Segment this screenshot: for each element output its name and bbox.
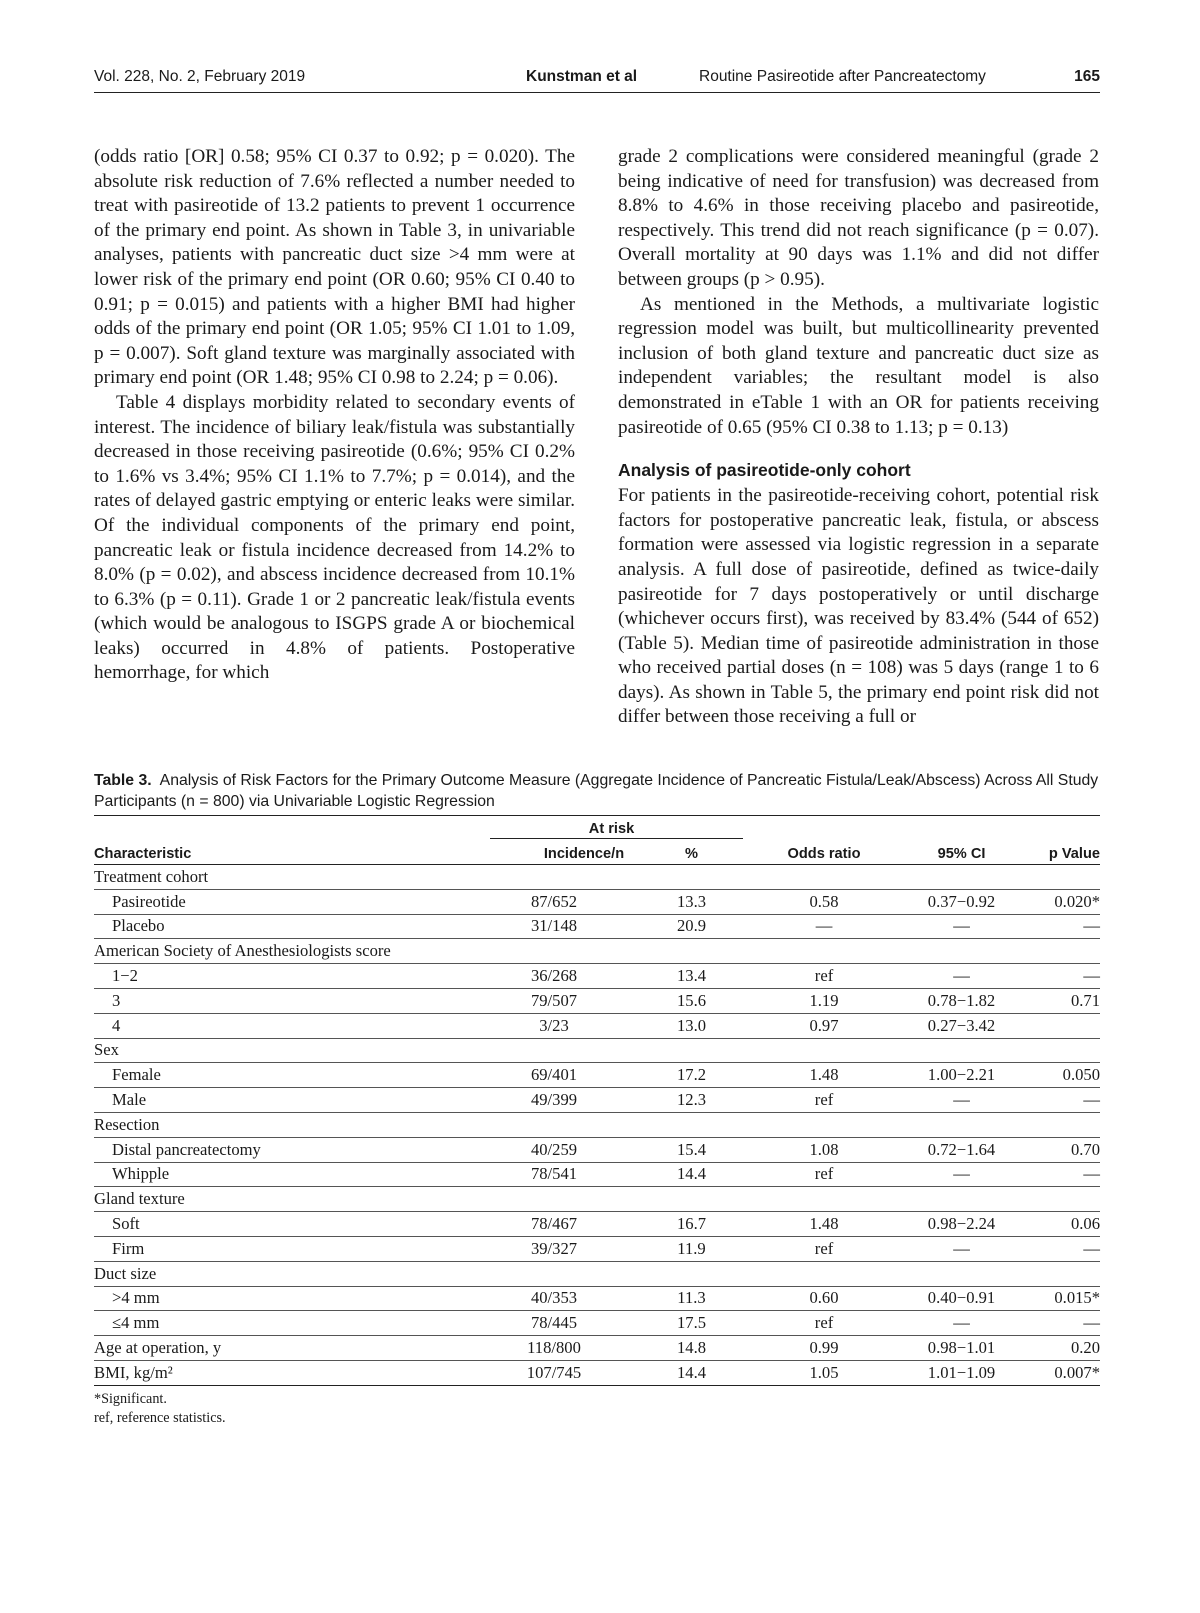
row-percent: 15.4 — [634, 1137, 749, 1162]
row-confidence-interval: 1.00−2.21 — [899, 1063, 1024, 1088]
row-incidence — [474, 939, 634, 964]
row-percent: 17.5 — [634, 1311, 749, 1336]
body-paragraph: For patients in the pasireotide-receiving cohort, potential risk factors for postoperative pancreatic leak, fistula, or abscess formation were assessed via logistic regression in a separate analysis. A full dose of pasireotide, defined as twice-daily pasireotide for 7 days postoperatively or until discharge (whichever occurs first), was received by 83.4% (544 of 652) (Table 5). Median time of pasireotide administration in those who received partial doses (n = 108) was 5 days (range 1 to 6 days). As shown in Table 5, the primary end point risk did not differ between those receiving a full or — [618, 485, 1099, 728]
row-percent: 17.2 — [634, 1063, 749, 1088]
row-characteristic: Treatment cohort — [94, 865, 474, 890]
left-column — [94, 145, 575, 686]
row-characteristic: Male — [94, 1088, 474, 1113]
row-confidence-interval: — — [899, 914, 1024, 939]
row-odds-ratio — [749, 1261, 899, 1286]
table-body — [94, 865, 1100, 1386]
section-heading: Analysis of pasireotide-only cohort — [618, 460, 911, 481]
row-odds-ratio: 0.97 — [749, 1013, 899, 1038]
row-characteristic: American Society of Anesthesiologists score — [94, 939, 474, 964]
row-percent: 15.6 — [634, 988, 749, 1013]
row-percent: 11.3 — [634, 1286, 749, 1311]
row-incidence — [474, 1112, 634, 1137]
row-odds-ratio: ref — [749, 964, 899, 989]
running-title: Routine Pasireotide after Pancreatectomy — [699, 68, 986, 85]
row-odds-ratio: 1.48 — [749, 1063, 899, 1088]
row-incidence: 79/507 — [474, 988, 634, 1013]
incidence-header: Incidence/n — [474, 839, 634, 865]
row-p-value — [1024, 1187, 1100, 1212]
row-p-value: — — [1024, 1162, 1100, 1187]
row-incidence: 40/353 — [474, 1286, 634, 1311]
row-confidence-interval: 0.78−1.82 — [899, 988, 1024, 1013]
row-p-value: 0.06 — [1024, 1212, 1100, 1237]
row-p-value — [1024, 939, 1100, 964]
row-odds-ratio: 1.08 — [749, 1137, 899, 1162]
row-confidence-interval: — — [899, 964, 1024, 989]
table-row — [94, 1137, 1100, 1162]
row-characteristic: >4 mm — [94, 1286, 474, 1311]
row-confidence-interval: 0.98−1.01 — [899, 1336, 1024, 1361]
row-percent — [634, 939, 749, 964]
row-confidence-interval: — — [899, 1236, 1024, 1261]
row-characteristic: Distal pancreatectomy — [94, 1137, 474, 1162]
row-percent — [634, 1187, 749, 1212]
row-incidence: 40/259 — [474, 1137, 634, 1162]
row-percent: 14.8 — [634, 1336, 749, 1361]
table-row — [94, 1212, 1100, 1237]
row-odds-ratio — [749, 1038, 899, 1063]
table-row — [94, 1063, 1100, 1088]
table-caption-text: Analysis of Risk Factors for the Primary Outcome Measure (Aggregate Incidence of Pancreatic Fistula/Leak/Abscess) Across All Study Participants (n = 800) via Univariable Logistic Regression — [94, 772, 1099, 810]
row-odds-ratio: 1.19 — [749, 988, 899, 1013]
row-characteristic: Firm — [94, 1236, 474, 1261]
table-row — [94, 1261, 1100, 1286]
row-percent — [634, 865, 749, 890]
row-odds-ratio: ref — [749, 1162, 899, 1187]
row-percent: 13.4 — [634, 964, 749, 989]
row-confidence-interval: 0.72−1.64 — [899, 1137, 1024, 1162]
p-value-header: p Value — [1024, 839, 1100, 865]
row-p-value: — — [1024, 1311, 1100, 1336]
row-confidence-interval — [899, 939, 1024, 964]
row-percent: 16.7 — [634, 1212, 749, 1237]
table-row — [94, 1360, 1100, 1385]
row-incidence — [474, 865, 634, 890]
row-percent: 13.3 — [634, 889, 749, 914]
row-characteristic: Soft — [94, 1212, 474, 1237]
row-confidence-interval: — — [899, 1088, 1024, 1113]
table-row — [94, 1336, 1100, 1361]
row-percent — [634, 1261, 749, 1286]
table-row — [94, 1013, 1100, 1038]
row-incidence: 3/23 — [474, 1013, 634, 1038]
row-odds-ratio: 1.48 — [749, 1212, 899, 1237]
row-confidence-interval — [899, 865, 1024, 890]
row-odds-ratio: — — [749, 914, 899, 939]
row-p-value: — — [1024, 914, 1100, 939]
row-confidence-interval: — — [899, 1162, 1024, 1187]
table-caption — [94, 770, 1100, 816]
page-number: 165 — [1074, 68, 1100, 85]
characteristic-header: Characteristic — [94, 839, 474, 865]
row-characteristic: Age at operation, y — [94, 1336, 474, 1361]
row-characteristic: ≤4 mm — [94, 1311, 474, 1336]
row-odds-ratio: 0.58 — [749, 889, 899, 914]
row-p-value: 0.007* — [1024, 1360, 1100, 1385]
table-row — [94, 1162, 1100, 1187]
row-odds-ratio: 0.99 — [749, 1336, 899, 1361]
row-characteristic: BMI, kg/m² — [94, 1360, 474, 1385]
table-row — [94, 1112, 1100, 1137]
row-characteristic: Pasireotide — [94, 889, 474, 914]
row-confidence-interval — [899, 1038, 1024, 1063]
row-confidence-interval: 0.27−3.42 — [899, 1013, 1024, 1038]
table-row — [94, 914, 1100, 939]
running-authors: Kunstman et al — [526, 68, 638, 85]
row-characteristic: Duct size — [94, 1261, 474, 1286]
row-incidence: 78/541 — [474, 1162, 634, 1187]
table-row — [94, 1311, 1100, 1336]
row-p-value — [1024, 1112, 1100, 1137]
row-odds-ratio — [749, 865, 899, 890]
row-odds-ratio — [749, 1187, 899, 1212]
row-p-value: 0.050 — [1024, 1063, 1100, 1088]
table-row — [94, 865, 1100, 890]
row-p-value — [1024, 865, 1100, 890]
row-incidence: 87/652 — [474, 889, 634, 914]
row-characteristic: Placebo — [94, 914, 474, 939]
table-row — [94, 988, 1100, 1013]
row-percent: 12.3 — [634, 1088, 749, 1113]
row-percent — [634, 1112, 749, 1137]
body-paragraph: As mentioned in the Methods, a multivariate logistic regression model was built, but multicollinearity prevented inclusion of both gland texture and pancreatic duct size as independent variables; the resultant model is also demonstrated in eTable 1 with an OR for patients receiving pasireotide of 0.65 (95% CI 0.38 to 1.13; p = 0.13) — [618, 293, 1099, 438]
row-confidence-interval: — — [899, 1311, 1024, 1336]
footnote: ref, reference statistics. — [94, 1410, 226, 1427]
body-paragraph: grade 2 complications were considered meaningful (grade 2 being indicative of need for transfusion) was decreased from 8.8% to 4.6% in those receiving placebo and pasireotide, respectively. This trend did not reach significance (p = 0.07). Overall mortality at 90 days was 1.1% and did not differ between groups (p > 0.95). — [618, 146, 1099, 290]
row-odds-ratio: 0.60 — [749, 1286, 899, 1311]
footnote: *Significant. — [94, 1390, 167, 1407]
row-odds-ratio — [749, 939, 899, 964]
table-row — [94, 1236, 1100, 1261]
table-row — [94, 889, 1100, 914]
table-row — [94, 1187, 1100, 1212]
right-column — [618, 145, 1099, 730]
body-paragraph: (odds ratio [OR] 0.58; 95% CI 0.37 to 0.92; p = 0.020). The absolute risk reduction of 7.6% reflected a number needed to treat with pasireotide of 13.2 patients to prevent 1 occurrence of the primary end point. As shown in Table 3, in univariable analyses, patients with pancreatic duct size >4 mm were at lower risk of the primary end point (OR 0.60; 95% CI 0.40 to 0.91; p = 0.015) and patients with a higher BMI had higher odds of the primary end point (OR 1.05; 95% CI 1.01 to 1.09, p = 0.007). Soft gland texture was marginally associated with primary end point (OR 1.48; 95% CI 0.98 to 2.24; p = 0.06). — [94, 146, 575, 389]
row-p-value: 0.20 — [1024, 1336, 1100, 1361]
row-percent: 13.0 — [634, 1013, 749, 1038]
table-row — [94, 1088, 1100, 1113]
row-incidence — [474, 1261, 634, 1286]
table-label: Table 3. — [94, 772, 152, 789]
row-confidence-interval: 0.98−2.24 — [899, 1212, 1024, 1237]
row-characteristic: Whipple — [94, 1162, 474, 1187]
row-confidence-interval — [899, 1187, 1024, 1212]
row-incidence — [474, 1038, 634, 1063]
row-characteristic: 4 — [94, 1013, 474, 1038]
row-incidence: 49/399 — [474, 1088, 634, 1113]
volume-info: Vol. 228, No. 2, February 2019 — [94, 68, 306, 85]
table-row — [94, 939, 1100, 964]
row-confidence-interval — [899, 1112, 1024, 1137]
row-incidence: 31/148 — [474, 914, 634, 939]
row-percent: 14.4 — [634, 1360, 749, 1385]
percent-header: % — [634, 839, 749, 865]
row-incidence: 69/401 — [474, 1063, 634, 1088]
row-p-value — [1024, 1261, 1100, 1286]
row-incidence: 78/467 — [474, 1212, 634, 1237]
row-percent: 14.4 — [634, 1162, 749, 1187]
row-p-value: — — [1024, 1236, 1100, 1261]
table-footnotes — [94, 1390, 1100, 1429]
row-confidence-interval — [899, 1261, 1024, 1286]
row-confidence-interval: 0.40−0.91 — [899, 1286, 1024, 1311]
row-odds-ratio: 1.05 — [749, 1360, 899, 1385]
row-p-value: 0.71 — [1024, 988, 1100, 1013]
row-incidence — [474, 1187, 634, 1212]
table-row — [94, 964, 1100, 989]
table-3 — [94, 770, 1100, 1429]
row-p-value — [1024, 1013, 1100, 1038]
row-percent — [634, 1038, 749, 1063]
row-characteristic: Gland texture — [94, 1187, 474, 1212]
row-incidence: 107/745 — [474, 1360, 634, 1385]
row-characteristic: Sex — [94, 1038, 474, 1063]
row-characteristic: Resection — [94, 1112, 474, 1137]
row-percent: 11.9 — [634, 1236, 749, 1261]
row-p-value: — — [1024, 1088, 1100, 1113]
row-odds-ratio: ref — [749, 1236, 899, 1261]
row-incidence: 39/327 — [474, 1236, 634, 1261]
table-row — [94, 1286, 1100, 1311]
table-row — [94, 1038, 1100, 1063]
row-p-value: — — [1024, 964, 1100, 989]
row-incidence: 36/268 — [474, 964, 634, 989]
row-characteristic: 1−2 — [94, 964, 474, 989]
row-p-value: 0.020* — [1024, 889, 1100, 914]
row-incidence: 78/445 — [474, 1311, 634, 1336]
risk-factor-table — [94, 816, 1100, 1386]
row-characteristic: Female — [94, 1063, 474, 1088]
row-incidence: 118/800 — [474, 1336, 634, 1361]
running-header — [94, 62, 1100, 93]
row-confidence-interval: 0.37−0.92 — [899, 889, 1024, 914]
body-paragraph: Table 4 displays morbidity related to secondary events of interest. The incidence of biliary leak/fistula was substantially decreased in those receiving pasireotide (0.6%; 95% CI 0.2% to 1.6% vs 3.4%; 95% CI 1.1% to 7.7%; p = 0.014), and the rates of delayed gastric emptying or enteric leaks were similar. Of the individual components of the primary end point, pancreatic leak or fistula incidence decreased from 14.2% to 8.0% (p = 0.02), and abscess incidence decreased from 10.1% to 6.3% (p = 0.11). Grade 1 or 2 pancreatic leak/fistula events (which would be analogous to ISGPS grade A or biochemical leaks) occurred in 4.8% of patients. Postoperative hemorrhage, for which — [94, 391, 575, 684]
row-p-value: 0.015* — [1024, 1286, 1100, 1311]
ci-header: 95% CI — [899, 839, 1024, 865]
row-characteristic: 3 — [94, 988, 474, 1013]
row-odds-ratio: ref — [749, 1088, 899, 1113]
row-percent: 20.9 — [634, 914, 749, 939]
at-risk-header: At risk — [474, 816, 749, 839]
odds-ratio-header: Odds ratio — [749, 839, 899, 865]
row-confidence-interval: 1.01−1.09 — [899, 1360, 1024, 1385]
row-odds-ratio: ref — [749, 1311, 899, 1336]
row-p-value — [1024, 1038, 1100, 1063]
row-p-value: 0.70 — [1024, 1137, 1100, 1162]
row-odds-ratio — [749, 1112, 899, 1137]
